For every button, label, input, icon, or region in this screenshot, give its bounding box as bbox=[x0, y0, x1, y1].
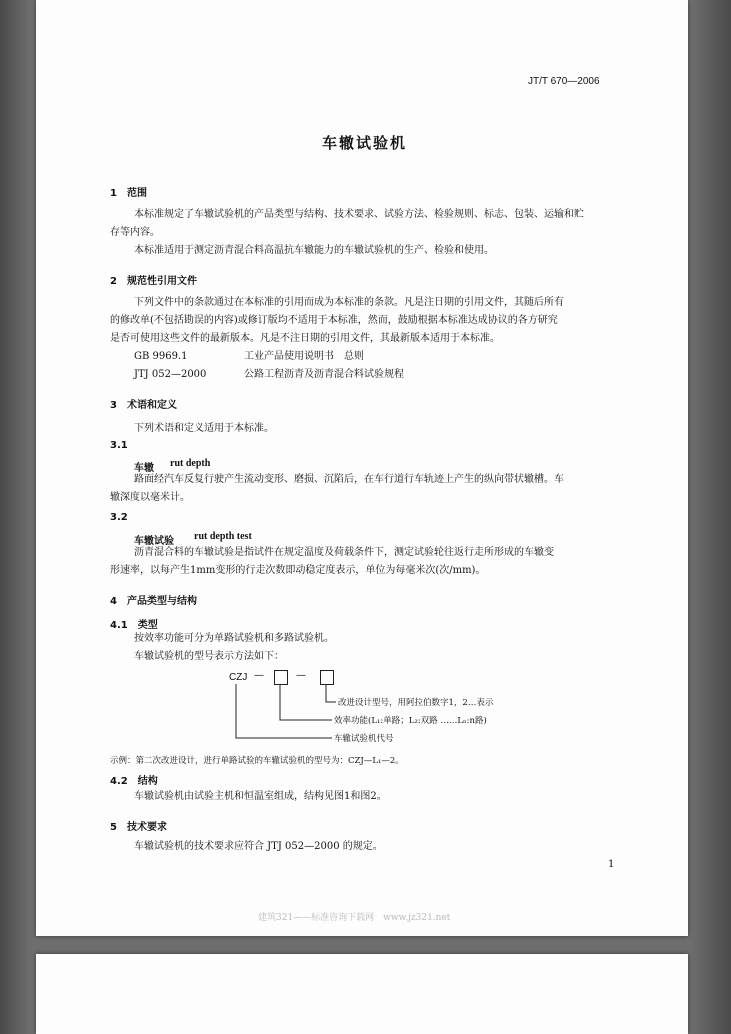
paragraph-line: 车辙试验机的技术要求应符合 JTJ 052—2000 的规定。 bbox=[134, 841, 383, 852]
leader-line-prefix bbox=[236, 684, 332, 738]
diagram-label-function: 效率功能(L₁:单路；L₂:双路 ……Lₙ:n路) bbox=[334, 716, 487, 726]
term-number: 3.1 bbox=[110, 440, 128, 451]
section-heading-types: 4 产品类型与结构 bbox=[110, 596, 197, 607]
model-prefix: CZJ bbox=[229, 672, 248, 683]
term-name-en: rut depth bbox=[170, 458, 211, 469]
watermark: 建筑321——标准咨询下载网 www.jz321.net bbox=[258, 913, 451, 923]
leader-line-revision bbox=[326, 684, 336, 702]
dash-separator: — bbox=[254, 670, 264, 681]
section-heading-references: 2 规范性引用文件 bbox=[110, 276, 197, 287]
next-page bbox=[36, 954, 688, 1034]
paragraph-line: 本标准适用于测定沥青混合料高温抗车辙能力的车辙试验机的生产、检验和使用。 bbox=[134, 245, 494, 256]
paragraph-line: 按效率功能可分为单路试验机和多路试验机。 bbox=[134, 633, 334, 644]
document-page bbox=[36, 0, 688, 936]
paragraph-line: 路面经汽车反复行驶产生流动变形、磨损、沉陷后，在车行道行车轨迹上产生的纵向带状辙槽。车 bbox=[134, 474, 564, 485]
section-heading-requirements: 5 技术要求 bbox=[110, 822, 167, 833]
paragraph-line: 存等内容。 bbox=[110, 227, 160, 238]
reference-title: 工业产品使用说明书 总则 bbox=[244, 351, 364, 362]
reference-code: JTJ 052—2000 bbox=[134, 369, 207, 380]
reference-code: GB 9969.1 bbox=[134, 351, 188, 362]
dash-separator: — bbox=[296, 670, 306, 681]
paragraph-line: 的修改单(不包括勘误的内容)或修订版均不适用于本标准，然而，鼓励根据本标准达成协议的各方研究 bbox=[110, 315, 558, 326]
term-number: 3.2 bbox=[110, 512, 128, 523]
diagram-label-prefix: 车辙试验机代号 bbox=[334, 734, 394, 744]
diagram-label-revision: 改进设计型号，用阿拉伯数字1，2…表示 bbox=[338, 698, 494, 708]
reference-title: 公路工程沥青及沥青混合料试验规程 bbox=[244, 369, 404, 380]
page-number: 1 bbox=[608, 859, 615, 870]
paragraph-line: 下列术语和定义适用于本标准。 bbox=[134, 423, 274, 434]
page-title: 车辙试验机 bbox=[322, 134, 408, 152]
paragraph-line: 下列文件中的条款通过在本标准的引用而成为本标准的条款。凡是注日期的引用文件，其随后所有 bbox=[134, 297, 564, 308]
section-heading-terms: 3 术语和定义 bbox=[110, 400, 177, 411]
leader-line-function bbox=[280, 684, 332, 720]
subsection-heading: 4.2 结构 bbox=[110, 776, 158, 787]
term-name-en: rut depth test bbox=[194, 531, 252, 542]
paragraph-line: 辙深度以毫米计。 bbox=[110, 492, 190, 503]
paragraph-line: 本标准规定了车辙试验机的产品类型与结构、技术要求、试验方法、检验规则、标志、包装、运输和贮 bbox=[134, 209, 584, 220]
paragraph-line: 车辙试验机由试验主机和恒温室组成，结构见图1和图2。 bbox=[134, 791, 387, 802]
standard-code: JT/T 670—2006 bbox=[528, 76, 600, 87]
paragraph-line: 沥青混合料的车辙试验是指试件在规定温度及荷载条件下，测定试验轮往返行走所形成的车辙变 bbox=[134, 547, 554, 558]
term-name-zh: 车辙试验 bbox=[134, 536, 174, 547]
section-heading-scope: 1 范围 bbox=[110, 188, 147, 199]
term-name-zh: 车辙 bbox=[134, 463, 154, 474]
paragraph-line: 车辙试验机的型号表示方法如下： bbox=[134, 651, 284, 662]
subsection-heading: 4.1 类型 bbox=[110, 620, 158, 631]
example-note: 示例：第二次改进设计，进行单路试验的车辙试验机的型号为：CZJ—L₁—2。 bbox=[110, 756, 404, 766]
paragraph-line: 是否可使用这些文件的最新版本。凡是不注日期的引用文件，其最新版本适用于本标准。 bbox=[110, 333, 500, 344]
paragraph-line: 形速率，以每产生1mm变形的行走次数即动稳定度表示，单位为每毫米次(次/mm)。 bbox=[110, 565, 486, 576]
